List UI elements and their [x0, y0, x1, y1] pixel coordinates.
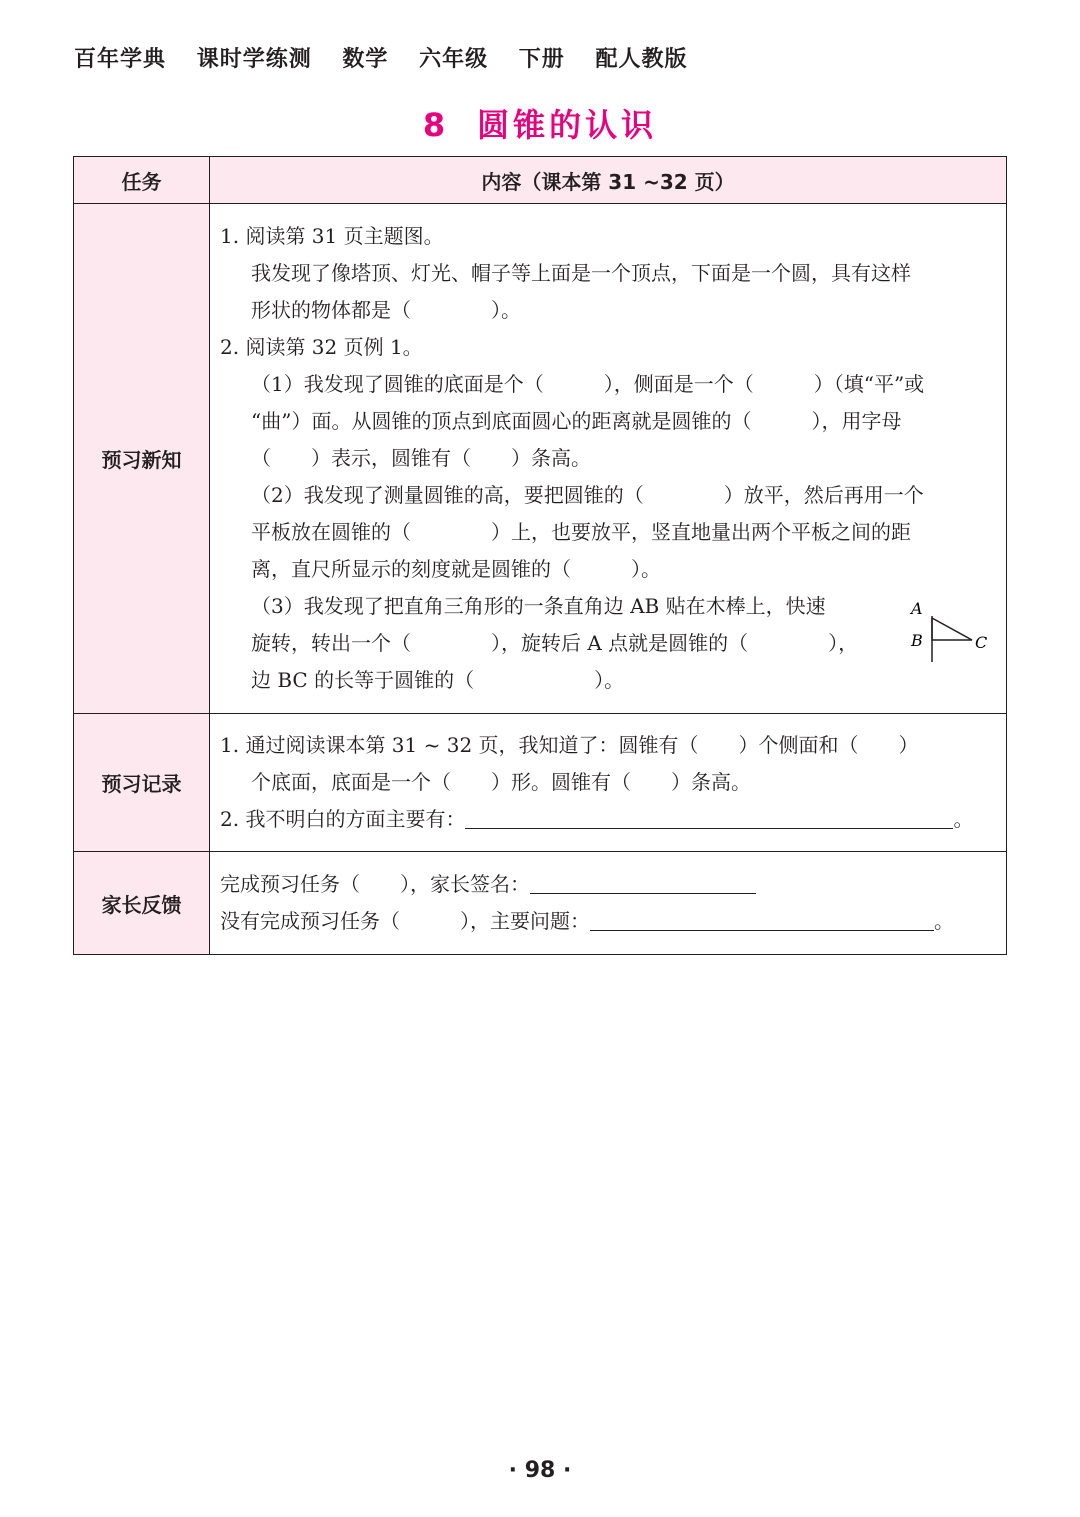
content-line	[220, 866, 996, 903]
content-text: 没有完成预习任务（ ），主要问题：	[220, 909, 590, 933]
content-line: （2）我发现了测量圆锥的高，要把圆锥的（ ）放平，然后再用一个	[251, 483, 924, 507]
task-content	[210, 852, 1007, 955]
content-line: 形状的物体都是（ ）。	[251, 298, 521, 322]
content-text: 2. 我不明白的方面主要有：	[220, 807, 466, 831]
content-line: 2. 阅读第 32 页例 1。	[220, 335, 423, 359]
page-number: · 98 ·	[508, 1458, 572, 1483]
content-text: 完成预习任务（ ），家长签名：	[220, 872, 530, 896]
content-line: 个底面，底面是一个（ ）形。圆锥有（ ）条高。	[251, 770, 751, 794]
vertex-label-b: B	[911, 631, 923, 650]
table-row	[74, 714, 1007, 852]
content-line: 1. 通过阅读课本第 31 ~ 32 页，我知道了：圆锥有（ ）个侧面和（ ）	[220, 733, 919, 757]
table-row	[74, 204, 1007, 714]
task-label: 预习新知	[74, 204, 210, 714]
content-line	[220, 903, 996, 940]
vertex-label-a: A	[911, 599, 923, 618]
column-header-content: 内容（课本第 31 ~32 页）	[210, 157, 1007, 204]
content-line: 边 BC 的长等于圆锥的（ ）。	[251, 668, 625, 692]
preview-table	[73, 156, 1007, 955]
content-line: （1）我发现了圆锥的底面是个（ ），侧面是一个（ ）（填“平”或	[251, 372, 925, 396]
content-line: 我发现了像塔顶、灯光、帽子等上面是一个顶点，下面是一个圆，具有这样	[251, 261, 911, 285]
content-line: （ ）表示，圆锥有（ ）条高。	[251, 446, 591, 470]
content-line: 平板放在圆锥的（ ）上，也要放平，竖直地量出两个平板之间的距	[251, 520, 911, 544]
table-header-row	[74, 157, 1007, 204]
content-line: 1. 阅读第 31 页主题图。	[220, 224, 444, 248]
book-header	[74, 42, 709, 73]
column-header-task: 任务	[74, 157, 210, 204]
end-mark: 。	[934, 909, 954, 933]
answer-blank[interactable]	[465, 806, 953, 829]
lesson-title: 圆锥的认识	[477, 106, 658, 144]
content-line: 离，直尺所显示的刻度就是圆锥的（ ）。	[251, 557, 661, 581]
header-series: 百年学典	[74, 47, 167, 72]
table-row	[74, 852, 1007, 955]
triangle-question	[220, 588, 996, 699]
triangle-shape	[932, 618, 972, 640]
content-line: “曲”）面。从圆锥的顶点到底面圆心的距离就是圆锥的（ ），用字母	[251, 409, 902, 433]
task-content	[210, 714, 1007, 852]
task-label: 预习记录	[74, 714, 210, 852]
header-subject: 数学	[342, 47, 389, 72]
header-volume: 下册	[518, 47, 565, 72]
header-book: 课时学练测	[196, 47, 312, 72]
problem-blank[interactable]	[590, 908, 934, 931]
content-line: 旋转，转出一个（ ），旋转后 A 点就是圆锥的（ ），	[251, 631, 859, 655]
vertex-label-c: C	[975, 633, 988, 652]
task-label: 家长反馈	[74, 852, 210, 955]
header-edition: 配人教版	[595, 47, 688, 72]
content-line: （3）我发现了把直角三角形的一条直角边 AB 贴在木棒上，快速	[251, 594, 826, 618]
content-line	[220, 801, 996, 838]
end-mark: 。	[953, 807, 974, 831]
signature-blank[interactable]	[530, 871, 756, 894]
right-triangle-figure	[908, 596, 990, 666]
task-content	[210, 204, 1007, 714]
header-grade: 六年级	[419, 47, 489, 72]
page-title	[0, 100, 1080, 146]
lesson-number: 8	[422, 106, 450, 144]
